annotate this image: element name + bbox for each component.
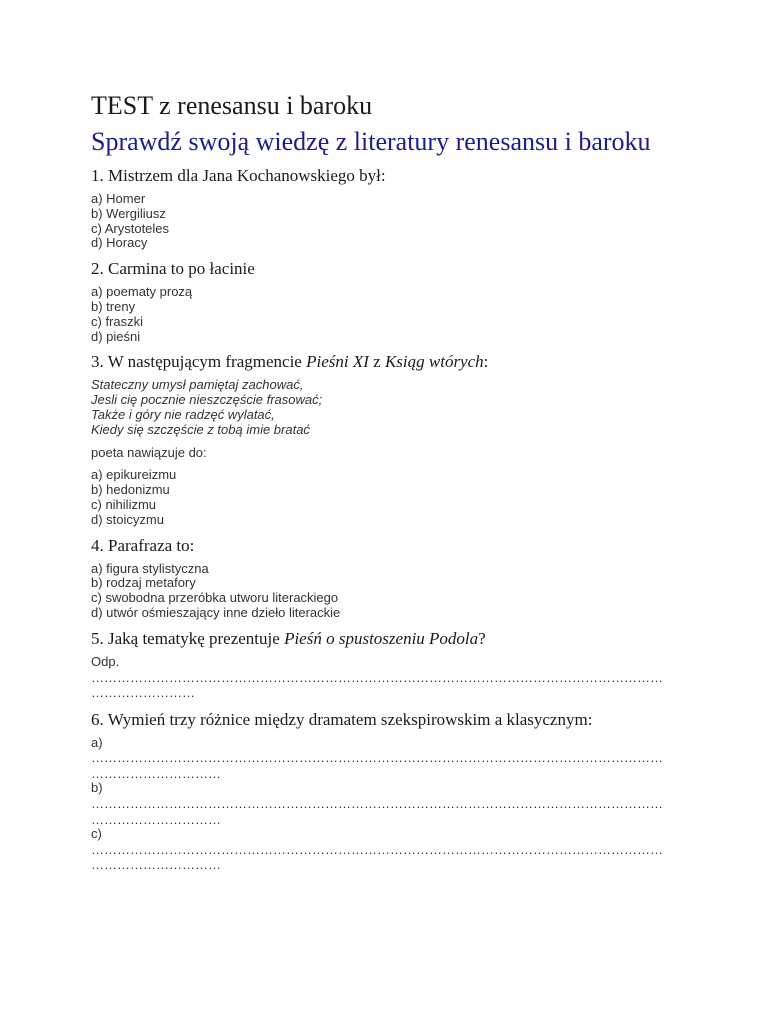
- question-1: 1. Mistrzem dla Jana Kochanowskiego był:: [91, 166, 386, 185]
- option: a) epikureizmu: [91, 467, 177, 483]
- answer-label: Odp.: [91, 653, 120, 669]
- document-subtitle: Sprawdź swoją wiedzę z literatury renesansu i baroku: [91, 127, 651, 156]
- answer-label-a: a): [91, 734, 103, 750]
- option: b) treny: [91, 298, 136, 314]
- verse-quote: [91, 378, 677, 437]
- option: c) nihilizmu: [91, 496, 157, 512]
- question-5-answer: [91, 655, 677, 701]
- question-5: [91, 628, 677, 650]
- question-6: 6. Wymień trzy różnice między dramatem szekspirowskim a klasycznym:: [91, 709, 593, 729]
- verse-line: Także i góry nie radzęć wylatać,: [91, 406, 275, 422]
- option: b) rodzaj metafory: [91, 575, 196, 591]
- option: d) stoicyzmu: [91, 511, 164, 527]
- question-3-note: poeta nawiązuje do:: [91, 444, 207, 460]
- question-4: 4. Parafraza to:: [91, 535, 195, 555]
- question-3-suffix: :: [483, 352, 489, 372]
- verse-line: Kiedy się szczęście z tobą imie bratać: [91, 421, 310, 437]
- question-4-options: [91, 562, 677, 621]
- question-5-prefix: 5. Jaką tematykę prezentuje: [91, 628, 285, 648]
- question-2-options: [91, 285, 677, 344]
- question-2: 2. Carmina to po łacinie: [91, 259, 255, 279]
- option: b) hedonizmu: [91, 482, 170, 498]
- option: a) figura stylistyczna: [91, 560, 209, 576]
- question-3: [91, 351, 677, 373]
- option: d) pieśni: [91, 328, 141, 344]
- option: b) Wergiliusz: [91, 205, 166, 221]
- option: a) poematy prozą: [91, 284, 193, 300]
- document-page: [91, 90, 677, 881]
- option: d) utwór ośmieszający inne dzieło literackie: [91, 604, 341, 620]
- question-3-work-title: Pieśni XI: [306, 352, 369, 372]
- question-3-book-title: Ksiąg wtórych: [384, 352, 484, 372]
- document-title: TEST z renesansu i baroku: [91, 91, 373, 120]
- option: c) swobodna przeróbka utworu literackiego: [91, 590, 339, 606]
- answer-label-b: b): [91, 780, 103, 796]
- verse-line: Stateczny umysł pamiętaj zachować,: [91, 377, 304, 393]
- question-1-options: [91, 192, 677, 251]
- question-5-suffix: ?: [478, 628, 486, 648]
- answer-label-c: c): [91, 826, 102, 842]
- option: d) Horacy: [91, 235, 148, 251]
- answer-line[interactable]: …………………………………………………………………………………………………………………………………………: [91, 669, 663, 701]
- answer-line-c[interactable]: ………………………………………………………………………………………………………………………………………………: [91, 841, 663, 873]
- option: c) Arystoteles: [91, 220, 170, 236]
- option: c) fraszki: [91, 313, 143, 329]
- answer-line-b[interactable]: ………………………………………………………………………………………………………………………………………………: [91, 796, 663, 827]
- answer-line-a[interactable]: ………………………………………………………………………………………………………………………………………………: [91, 750, 663, 781]
- verse-line: Jesli cię pocznie nieszczęście frasować;: [91, 392, 323, 408]
- question-3-middle: z: [368, 352, 385, 372]
- question-6-answers: [91, 736, 677, 873]
- question-5-work-title: Pieśń o spustoszeniu Podola: [284, 628, 479, 648]
- question-3-prefix: 3. W następującym fragmencie: [91, 352, 307, 372]
- option: a) Homer: [91, 191, 146, 206]
- question-3-options: [91, 468, 677, 527]
